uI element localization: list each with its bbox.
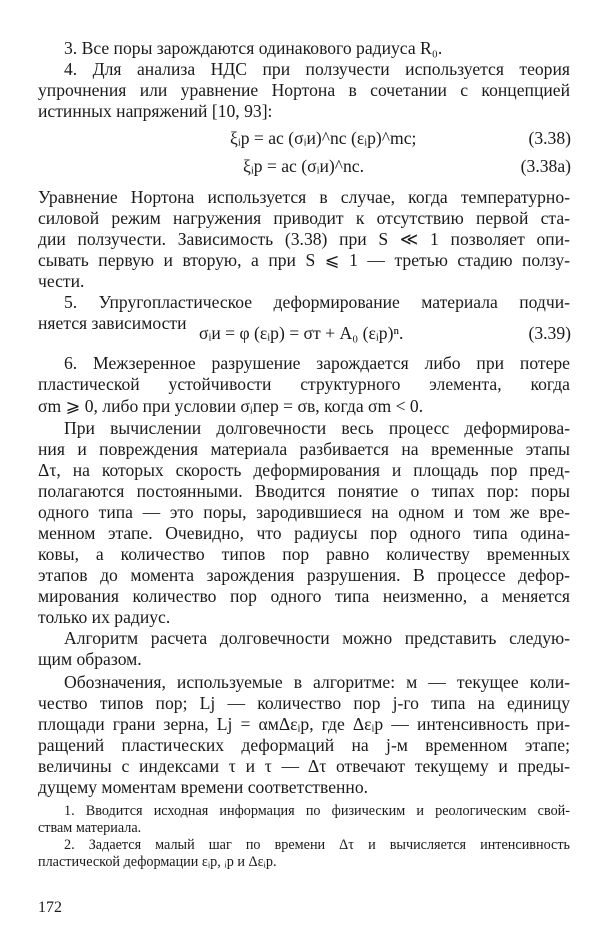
text-line: Обозначения, используемые в алгоритме: м — текущее коли- — [64, 672, 570, 692]
text-line: Уравнение Нортона используется в случае, когда температурно- — [38, 187, 570, 207]
equation-number: (3.38a) — [520, 156, 571, 176]
text-line: дии ползучести. Зависимость (3.38) при S ≪ 1 позволяет опи- — [38, 229, 570, 249]
text-line: силовой режим нагружения приводит к отсутствию первой ста- — [38, 208, 570, 228]
text-line: Δτ, на которых скорость деформирования и площадь пор пред- — [38, 460, 570, 480]
text-line: щим образом. — [38, 649, 142, 669]
text-line: 4. Для анализа НДС при ползучести используется теория — [64, 59, 570, 79]
text-line: только их радиус. — [38, 607, 171, 627]
text-line: 3. Все поры зарождаются одинакового радиуса R₀. — [64, 38, 443, 58]
small-text-line: ствам материала. — [38, 820, 142, 836]
text-line: 5. Упругопластическое деформирование материала подчи- — [64, 292, 570, 312]
text-line: σm ⩾ 0, либо при условии σᵢпер = σв, когда σm < 0. — [38, 396, 424, 416]
text-line: чести. — [38, 271, 85, 291]
text-line: полагаются постоянными. Вводится понятие о типах пор: поры — [38, 481, 570, 501]
equation-3-38a: ξᵢp = aс (σᵢи)^nс. — [243, 156, 365, 176]
text-line: этапов до момента зарождения разрушения. В процессе дефор- — [38, 565, 570, 585]
text-line: площади грани зерна, Lj = αмΔεᵢp, где Δεᵢp — интенсивность при- — [38, 714, 570, 734]
text-line: Алгоритм расчета долговечности можно представить следую- — [64, 628, 570, 648]
text-line: ния и повреждения материала разбивается на временные этапы — [38, 439, 570, 459]
text-line: пластической устойчивости структурного элемента, когда — [38, 374, 570, 394]
text-line: ращений пластических деформаций на j-м временном этапе; — [38, 735, 570, 755]
text-line: менном этапе. Очевидно, что радиусы пор одного типа одина- — [38, 523, 570, 543]
text-line: одного типа — это поры, зародившиеся на одном и том же вре- — [38, 502, 570, 522]
equation-3-38: ξᵢp = aс (σᵢи)^nс (εᵢp)^mс; — [230, 128, 417, 148]
text-line: величины с индексами τ и τ — Δτ отвечают текущему и преды- — [38, 756, 570, 776]
equation-number: (3.38) — [528, 128, 571, 148]
text-line: упрочнения или уравнение Нортона в сочетании с концепцией — [38, 80, 570, 100]
equation-3-39: σᵢи = φ (εᵢp) = σт + A₀ (εᵢp)ⁿ. — [199, 323, 404, 343]
equation-number: (3.39) — [528, 323, 571, 343]
text-line: дущему моментам времени соответственно. — [38, 777, 369, 797]
text-line: чество типов пор; Lj — количество пор j-го типа на единицу — [38, 693, 570, 713]
text-line: истинных напряжений [10, 93]: — [38, 101, 273, 121]
small-text-line: пластической деформации εᵢp, ᵢp и Δεᵢp. — [38, 854, 277, 870]
text-line: При вычислении долговечности весь процесс деформирова- — [64, 418, 570, 438]
text-line: сывать первую и вторую, а при S ⩽ 1 — третью стадию ползу- — [38, 250, 570, 270]
page-number: 172 — [38, 899, 62, 916]
text-line: ковы, а количество типов пор равно количеству временных — [38, 544, 570, 564]
text-line: 6. Межзеренное разрушение зарождается либо при потере — [64, 353, 570, 373]
small-text-line: 2. Задается малый шаг по времени Δτ и вычисляется интенсивность — [64, 837, 570, 853]
text-line: мирования количество пор одного типа неизменно, а меняется — [38, 586, 570, 606]
small-text-line: 1. Вводится исходная информация по физическим и реологическим свой- — [64, 803, 570, 819]
text-line: няется зависимости — [38, 313, 187, 333]
